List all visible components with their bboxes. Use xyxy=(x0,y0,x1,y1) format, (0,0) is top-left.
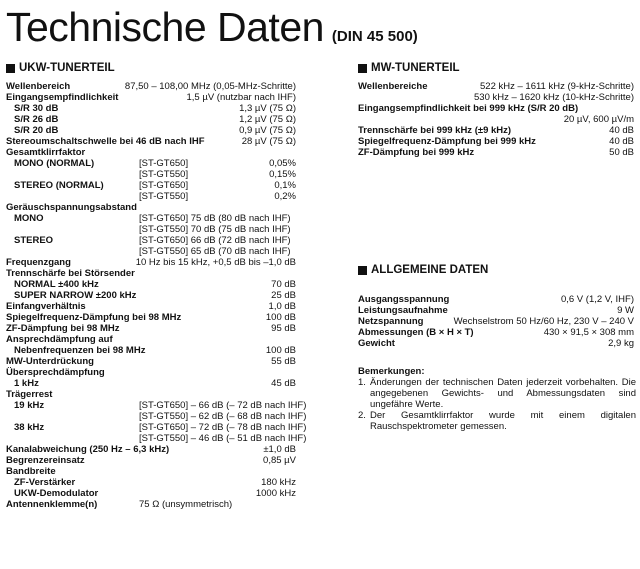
spec-detail: [ST-GT550] – 46 dB (– 51 dB nach IHF) xyxy=(139,433,307,444)
spec-label: Eingangsempfindlichkeit bei 999 kHz (S/R 20 dB) xyxy=(358,103,579,114)
spec-value: 55 dB xyxy=(271,356,296,367)
mw-heading: MW-TUNERTEIL xyxy=(358,62,460,74)
spec-value: 0,2% xyxy=(274,191,296,202)
spec-row xyxy=(6,224,296,235)
spec-label: Übersprechdämpfung xyxy=(6,367,105,378)
spec-label: ZF-Dämpfung bei 999 kHz xyxy=(358,147,475,158)
spec-row xyxy=(6,169,296,180)
spec-label: 19 kHz xyxy=(14,400,45,411)
spec-label: Frequenzgang xyxy=(6,257,71,268)
spec-value: 0,6 V (1,2 V, IHF) xyxy=(560,294,634,305)
spec-row xyxy=(6,158,296,169)
ukw-spec-list xyxy=(6,81,307,510)
spec-row xyxy=(6,301,296,312)
spec-row xyxy=(6,125,296,136)
spec-value: 20 µV, 600 µV/m xyxy=(563,114,634,125)
ukw-heading: UKW-TUNERTEIL xyxy=(6,62,115,74)
spec-label: Eingangsempfindlichkeit xyxy=(6,92,119,103)
spec-value: 25 dB xyxy=(271,290,296,301)
note-number: 2. xyxy=(358,410,366,421)
spec-value: 1,2 µV (75 Ω) xyxy=(239,114,296,125)
spec-row xyxy=(6,488,296,499)
spec-value: 1,3 µV (75 Ω) xyxy=(239,103,296,114)
spec-label: 1 kHz xyxy=(14,378,39,389)
note-text: Der Gesamtklirrfaktor wurde mit einem digitalen Rauschspektrometer gemessen. xyxy=(370,410,636,432)
spec-label: S/R 20 dB xyxy=(14,125,59,136)
spec-value: 0,1% xyxy=(274,180,296,191)
spec-row xyxy=(358,316,634,327)
spec-row xyxy=(6,147,296,158)
spec-row xyxy=(6,466,296,477)
spec-row xyxy=(6,433,307,444)
spec-label: Trägerrest xyxy=(6,389,53,400)
spec-row xyxy=(6,422,307,433)
spec-row xyxy=(6,455,296,466)
spec-detail: [ST-GT550] 70 dB (75 dB nach IHF) xyxy=(139,224,291,235)
note-item xyxy=(358,377,636,410)
spec-value: 50 dB xyxy=(609,147,634,158)
spec-value: 95 dB xyxy=(271,323,296,334)
spec-row xyxy=(6,257,296,268)
spec-value: 2,9 kg xyxy=(608,338,634,349)
spec-label: NORMAL ±400 kHz xyxy=(14,279,99,290)
spec-row xyxy=(6,389,296,400)
spec-row xyxy=(358,92,634,103)
spec-row xyxy=(6,279,296,290)
square-bullet-icon xyxy=(6,64,15,73)
spec-row xyxy=(6,334,296,345)
spec-detail: [ST-GT550] xyxy=(139,169,189,180)
spec-row xyxy=(6,246,296,257)
spec-row xyxy=(358,136,634,147)
spec-value: 0,15% xyxy=(269,169,296,180)
spec-label: Spiegelfrequenz-Dämpfung bei 999 kHz xyxy=(358,136,536,147)
square-bullet-icon xyxy=(358,64,367,73)
spec-label: Abmessungen (B × H × T) xyxy=(358,327,474,338)
spec-label: Trennschärfe bei Störsender xyxy=(6,268,135,279)
spec-label: MW-Unterdrückung xyxy=(6,356,94,367)
spec-label: Wellenbereiche xyxy=(358,81,428,92)
spec-label: Stereoumschaltschwelle bei 46 dB nach IHF xyxy=(6,136,205,147)
spec-label: ZF-Dämpfung bei 98 MHz xyxy=(6,323,120,334)
spec-row xyxy=(6,367,296,378)
spec-label: 38 kHz xyxy=(14,422,45,433)
spec-row xyxy=(6,345,296,356)
spec-row xyxy=(6,400,307,411)
spec-label: Gewicht xyxy=(358,338,395,349)
note-item xyxy=(358,410,636,432)
spec-row xyxy=(358,305,634,316)
notes-heading: Bemerkungen: xyxy=(358,366,425,377)
spec-detail: [ST-GT550] xyxy=(139,191,189,202)
spec-detail: [ST-GT650] 66 dB (72 dB nach IHF) xyxy=(139,235,291,246)
spec-value: 70 dB xyxy=(271,279,296,290)
spec-label: Trennschärfe bei 999 kHz (±9 kHz) xyxy=(358,125,512,136)
spec-row xyxy=(358,125,634,136)
spec-label: Begrenzereinsatz xyxy=(6,455,85,466)
spec-label: Wellenbereich xyxy=(6,81,71,92)
spec-row xyxy=(358,103,634,114)
spec-value: 1000 kHz xyxy=(255,488,296,499)
spec-label: Geräuschspannungsabstand xyxy=(6,202,137,213)
spec-value: 87,50 – 108,00 MHz (0,05-MHz-Schritte) xyxy=(124,81,296,92)
spec-value: 100 dB xyxy=(265,345,296,356)
spec-row xyxy=(358,81,634,92)
allg-spec-list xyxy=(358,294,634,349)
spec-value: 40 dB xyxy=(609,136,634,147)
spec-detail: [ST-GT550] 65 dB (70 dB nach IHF) xyxy=(139,246,291,257)
notes xyxy=(358,366,636,432)
spec-row xyxy=(6,444,296,455)
spec-label: Bandbreite xyxy=(6,466,56,477)
page-title: Technische Daten (DIN 45 500) xyxy=(6,4,418,50)
spec-detail: [ST-GT650] – 72 dB (– 78 dB nach IHF) xyxy=(139,422,307,433)
spec-row xyxy=(6,213,296,224)
spec-row xyxy=(358,338,634,349)
spec-label: Leistungsaufnahme xyxy=(358,305,448,316)
spec-row xyxy=(358,147,634,158)
spec-detail: [ST-GT650] – 66 dB (– 72 dB nach IHF) xyxy=(139,400,307,411)
spec-label: Gesamtklirrfaktor xyxy=(6,147,86,158)
allg-heading: ALLGEMEINE DATEN xyxy=(358,264,488,276)
spec-row xyxy=(6,356,296,367)
spec-value: 522 kHz – 1611 kHz (9-kHz-Schritte) xyxy=(480,81,634,92)
spec-row xyxy=(6,81,296,92)
spec-row xyxy=(6,378,296,389)
spec-row xyxy=(6,411,307,422)
spec-value: 100 dB xyxy=(265,312,296,323)
spec-row xyxy=(358,114,634,125)
mw-spec-list xyxy=(358,81,634,158)
note-number: 1. xyxy=(358,377,366,388)
spec-label: Ansprechdämpfung auf xyxy=(6,334,113,345)
spec-value: 180 kHz xyxy=(261,477,296,488)
note-text: Änderungen der technischen Daten jederzeit vorbehalten. Die angegebenen Gewichts- und Abmessungsdaten sind ungefähre Werte. xyxy=(370,377,636,410)
spec-row xyxy=(6,103,296,114)
spec-row xyxy=(6,92,296,103)
din-norm: (DIN 45 500) xyxy=(331,28,418,45)
spec-row xyxy=(6,114,296,125)
spec-row xyxy=(6,235,296,246)
spec-label: S/R 26 dB xyxy=(14,114,59,125)
spec-value: 0,85 µV xyxy=(263,455,296,466)
spec-detail: [ST-GT650] xyxy=(139,180,189,191)
spec-value: 40 dB xyxy=(609,125,634,136)
spec-value: 10 Hz bis 15 kHz, +0,5 dB bis –1,0 dB xyxy=(135,257,296,268)
spec-label: ZF-Verstärker xyxy=(14,477,76,488)
spec-label: STEREO (NORMAL) xyxy=(14,180,104,191)
spec-value: 0,9 µV (75 Ω) xyxy=(239,125,296,136)
spec-label: Nebenfrequenzen bei 98 MHz xyxy=(14,345,146,356)
spec-detail: [ST-GT650] xyxy=(139,158,189,169)
spec-label: STEREO xyxy=(14,235,54,246)
spec-detail: [ST-GT550] – 62 dB (– 68 dB nach IHF) xyxy=(139,411,307,422)
spec-row xyxy=(358,327,634,338)
spec-row xyxy=(6,180,296,191)
spec-row xyxy=(6,290,296,301)
square-bullet-icon xyxy=(358,266,367,275)
spec-value: 28 µV (75 Ω) xyxy=(241,136,296,147)
spec-row xyxy=(6,323,296,334)
spec-value: 0,05% xyxy=(269,158,296,169)
spec-row xyxy=(6,202,296,213)
spec-label: Netzspannung xyxy=(358,316,424,327)
spec-value: 9 W xyxy=(617,305,634,316)
spec-value: 45 dB xyxy=(271,378,296,389)
spec-row xyxy=(6,268,296,279)
spec-label: Einfangverhältnis xyxy=(6,301,86,312)
spec-label: Spiegelfrequenz-Dämpfung bei 98 MHz xyxy=(6,312,182,323)
spec-row xyxy=(6,477,296,488)
spec-value: Wechselstrom 50 Hz/60 Hz, 230 V – 240 V xyxy=(453,316,634,327)
spec-detail: 75 Ω (unsymmetrisch) xyxy=(139,499,233,510)
spec-value: 1,5 µV (nutzbar nach IHF) xyxy=(186,92,296,103)
spec-label: MONO (NORMAL) xyxy=(14,158,95,169)
spec-label: Kanalabweichung (250 Hz – 6,3 kHz) xyxy=(6,444,170,455)
spec-row xyxy=(6,499,296,510)
spec-detail: [ST-GT650] 75 dB (80 dB nach IHF) xyxy=(139,213,291,224)
spec-label: SUPER NARROW ±200 kHz xyxy=(14,290,137,301)
spec-value: 1,0 dB xyxy=(268,301,296,312)
spec-label: S/R 30 dB xyxy=(14,103,59,114)
spec-value: 430 × 91,5 × 308 mm xyxy=(543,327,634,338)
spec-row xyxy=(358,294,634,305)
spec-value: 530 kHz – 1620 kHz (10-kHz-Schritte) xyxy=(474,92,634,103)
spec-label: UKW-Demodulator xyxy=(14,488,99,499)
spec-row xyxy=(6,191,296,202)
spec-label: Antennenklemme(n) xyxy=(6,499,98,510)
spec-row xyxy=(6,136,296,147)
spec-row xyxy=(6,312,296,323)
spec-label: Ausgangsspannung xyxy=(358,294,450,305)
spec-label: MONO xyxy=(14,213,44,224)
spec-value: ±1,0 dB xyxy=(263,444,296,455)
